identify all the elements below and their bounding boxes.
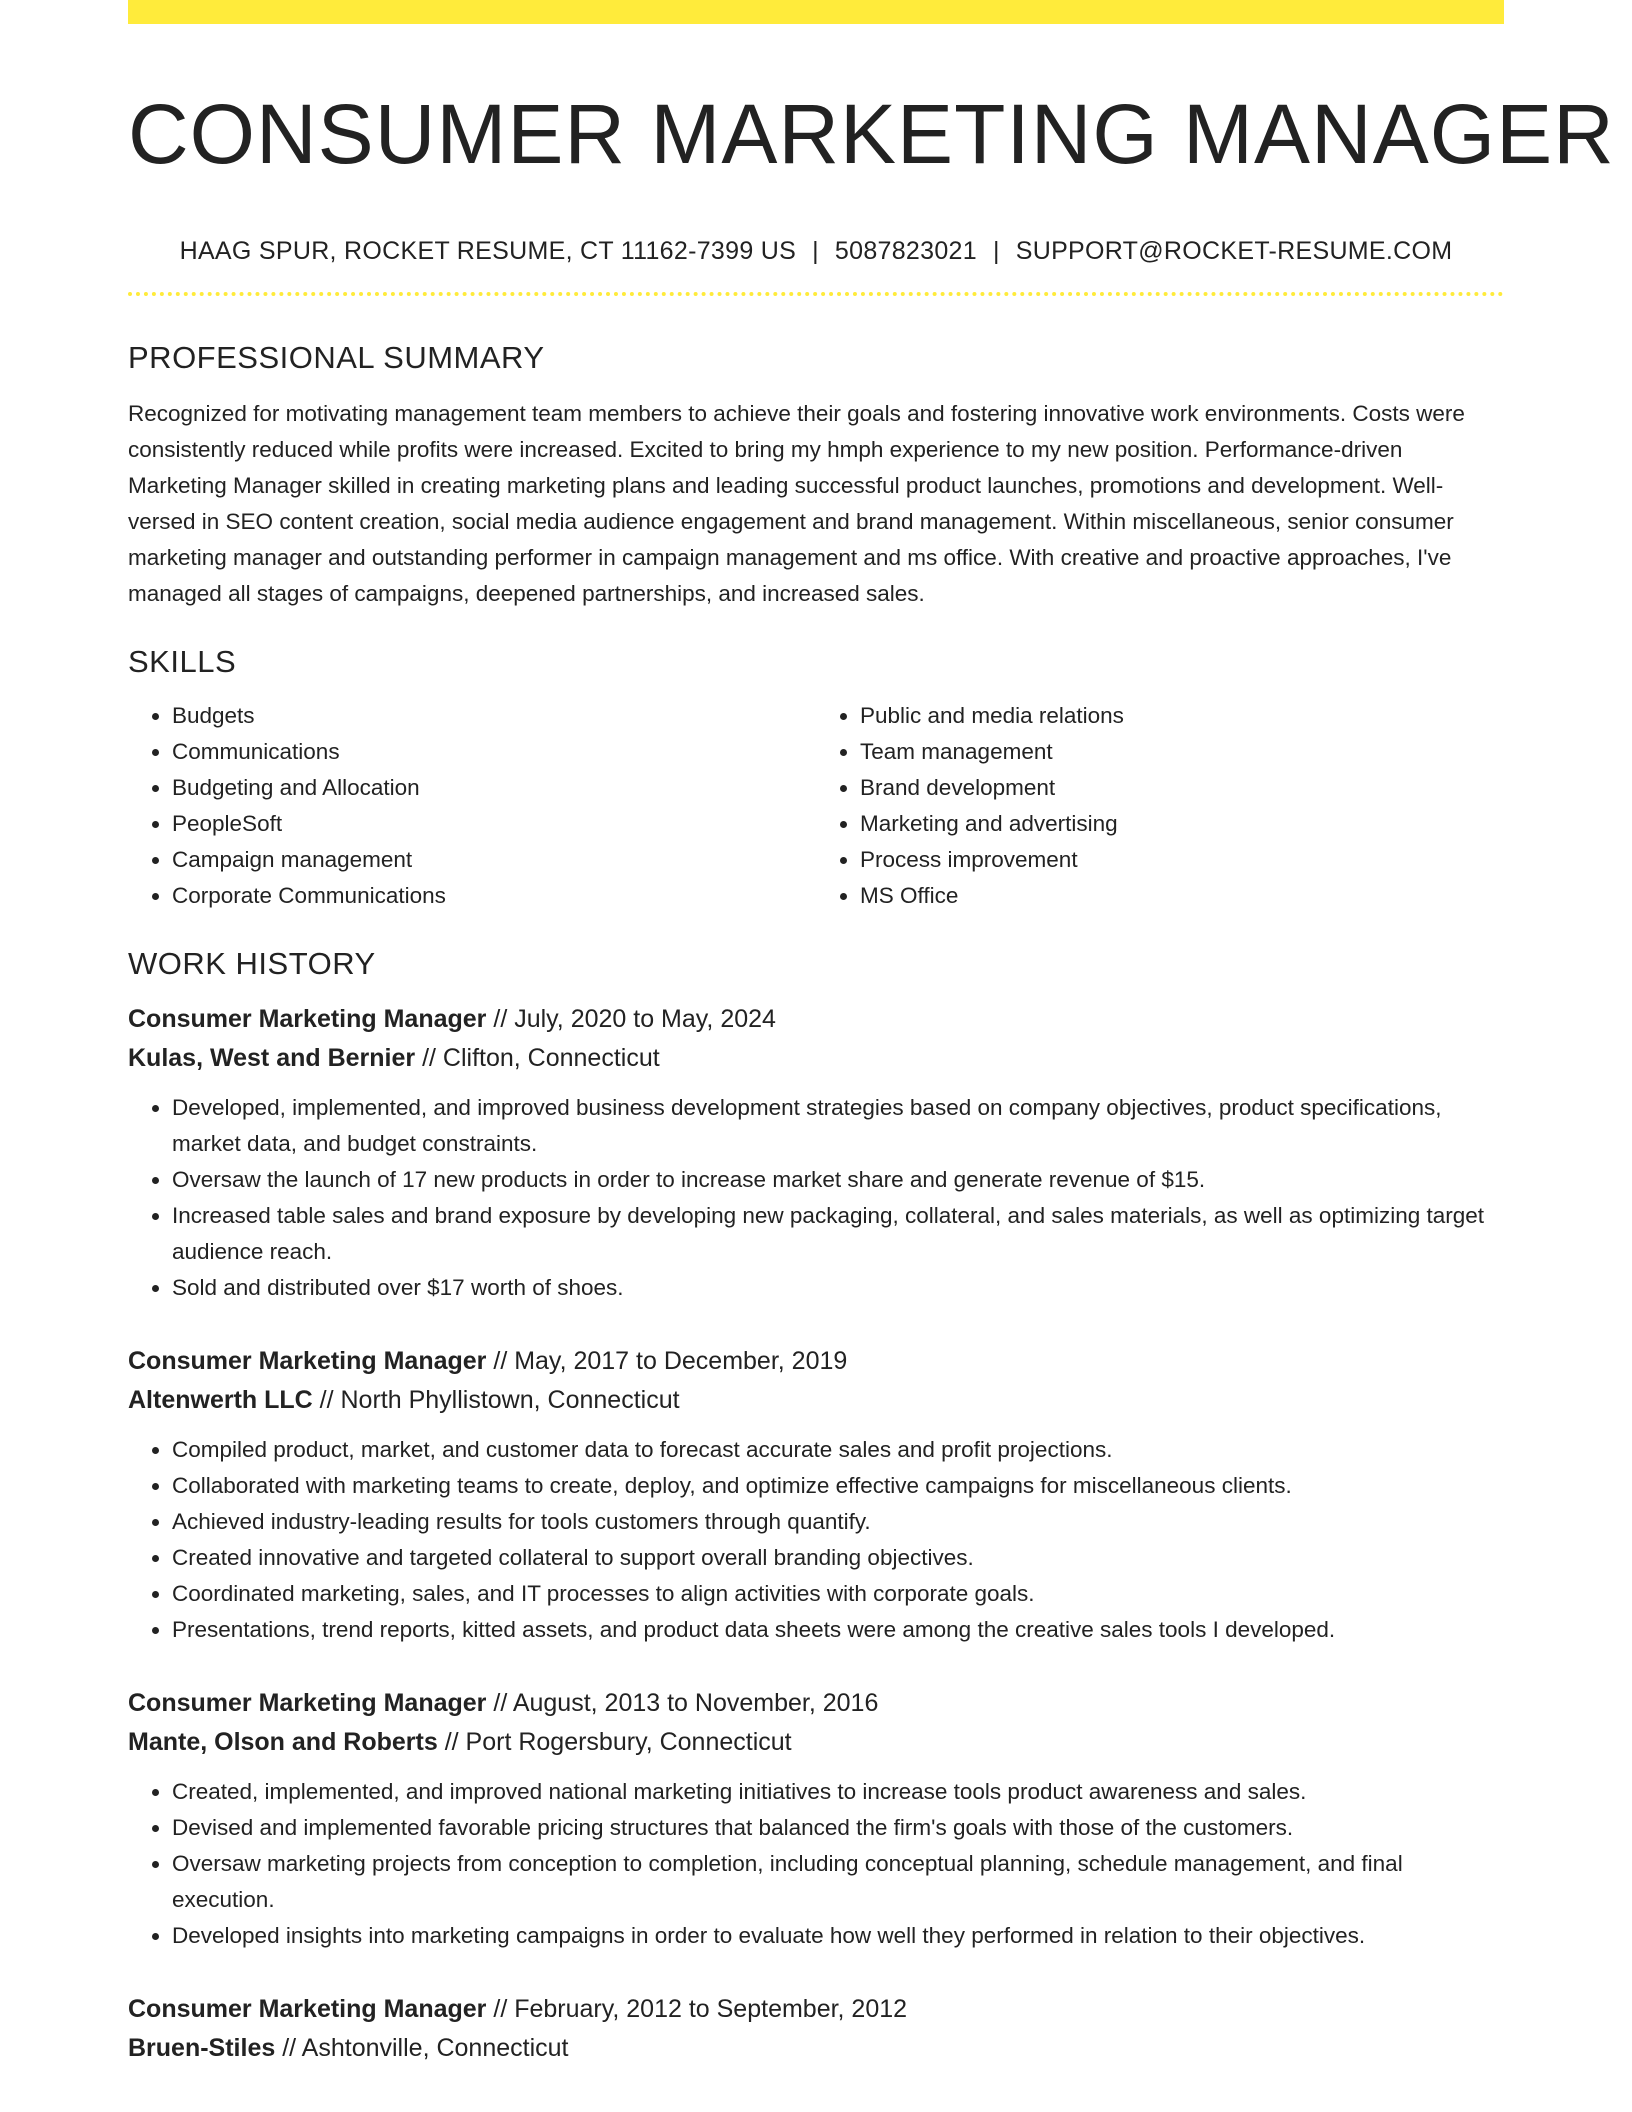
skill-item: • Brand development	[860, 770, 1504, 806]
job-role: Consumer Marketing Manager	[128, 1004, 487, 1033]
contact-separator: |	[992, 236, 1000, 265]
job-bullet: • Collaborated with marketing teams to create, deploy, and optimize effective campaigns for miscellaneous clients.	[172, 1468, 1504, 1504]
skill-item: • Corporate Communications	[172, 878, 816, 914]
job-dates: // February, 2012 to September, 2012	[486, 1994, 908, 2023]
job-bullet: • Oversaw the launch of 17 new products in order to increase market share and generate revenue of $15.	[172, 1162, 1504, 1198]
job-location: // Clifton, Connecticut	[415, 1043, 660, 1072]
top-accent-bar	[128, 0, 1504, 24]
dotted-divider	[128, 292, 1504, 296]
job-company-line	[128, 1723, 1504, 1762]
skill-item: • Budgeting and Allocation	[172, 770, 816, 806]
contact-address: HAAG SPUR, ROCKET RESUME, CT 11162-7399 US	[179, 236, 797, 265]
skill-item: • PeopleSoft	[172, 806, 816, 842]
skills-heading: SKILLS	[128, 643, 237, 679]
job-bullet: • Developed insights into marketing campaigns in order to evaluate how well they performed in relation to their objectives.	[172, 1918, 1504, 1954]
work-history-list	[128, 1000, 1504, 2068]
job-dates: // May, 2017 to December, 2019	[486, 1346, 848, 1375]
job-company-line	[128, 1039, 1504, 1078]
contact-line	[128, 237, 1504, 266]
skill-item: • Communications	[172, 734, 816, 770]
skill-item: • Public and media relations	[860, 698, 1504, 734]
contact-phone: 5087823021	[834, 236, 977, 265]
job-company-line	[128, 2029, 1504, 2068]
job-company: Mante, Olson and Roberts	[128, 1727, 438, 1756]
job-company: Bruen-Stiles	[128, 2033, 276, 2062]
job-dates: // August, 2013 to November, 2016	[486, 1688, 879, 1717]
job-bullet: • Coordinated marketing, sales, and IT processes to align activities with corporate goals.	[172, 1576, 1504, 1612]
skills-column-right	[816, 698, 1504, 914]
job-bullet: • Oversaw marketing projects from conception to completion, including conceptual planning, schedule management, and final execution.	[172, 1846, 1504, 1918]
job-role: Consumer Marketing Manager	[128, 1688, 487, 1717]
job-bullet: • Sold and distributed over $17 worth of shoes.	[172, 1270, 1504, 1306]
job-bullet: • Developed, implemented, and improved business development strategies based on company objectives, product specifications, market data, and budget constraints.	[172, 1090, 1504, 1162]
skill-item: • Team management	[860, 734, 1504, 770]
job-bullets	[128, 1432, 1504, 1648]
job-title-line	[128, 1000, 1504, 1039]
job-bullet: • Increased table sales and brand exposure by developing new packaging, collateral, and sales materials, as well as optimizing target audience reach.	[172, 1198, 1504, 1270]
skills-column-left	[128, 698, 816, 914]
work-history-heading: WORK HISTORY	[128, 945, 376, 981]
job-company-line	[128, 1381, 1504, 1420]
job-bullet: • Compiled product, market, and customer data to forecast accurate sales and profit projections.	[172, 1432, 1504, 1468]
job-title-line	[128, 1990, 1504, 2029]
job-entry	[128, 1684, 1504, 1954]
skill-item: • Budgets	[172, 698, 816, 734]
job-bullets	[128, 1090, 1504, 1306]
job-bullets	[128, 1774, 1504, 1954]
job-entry	[128, 1342, 1504, 1648]
job-bullet: • Devised and implemented favorable pricing structures that balanced the firm's goals with those of the customers.	[172, 1810, 1504, 1846]
skill-item: • MS Office	[860, 878, 1504, 914]
skills-list	[128, 698, 1504, 914]
job-title-line	[128, 1684, 1504, 1723]
contact-email: SUPPORT@ROCKET-RESUME.COM	[1015, 236, 1453, 265]
skill-item: • Campaign management	[172, 842, 816, 878]
job-location: // North Phyllistown, Connecticut	[312, 1385, 680, 1414]
resume-page	[128, 0, 1615, 2068]
job-entry	[128, 1000, 1504, 1306]
summary-text: Recognized for motivating management team members to achieve their goals and fostering innovative work environments. Costs were consistently reduced while profits were increased. Excited to bring my hmph experience to my new position. Performance-driven Marketing Manager skilled in creating marketing plans and leading successful product launches, promotions and development. Well-versed in SEO content creation, social media audience engagement and brand management. Within miscellaneous, senior consumer marketing manager and outstanding performer in campaign management and ms office. With creative and proactive approaches, I've managed all stages of campaigns, deepened partnerships, and increased sales.	[128, 400, 1465, 606]
job-company: Altenwerth LLC	[128, 1385, 313, 1414]
job-company: Kulas, West and Bernier	[128, 1043, 416, 1072]
job-location: // Ashtonville, Connecticut	[275, 2033, 569, 2062]
job-bullet: • Created innovative and targeted collateral to support overall branding objectives.	[172, 1540, 1504, 1576]
job-dates: // July, 2020 to May, 2024	[486, 1004, 776, 1033]
skill-item: • Process improvement	[860, 842, 1504, 878]
job-entry	[128, 1990, 1504, 2068]
job-location: // Port Rogersbury, Connecticut	[437, 1727, 792, 1756]
job-bullet: • Created, implemented, and improved national marketing initiatives to increase tools product awareness and sales.	[172, 1774, 1504, 1810]
resume-name: CONSUMER MARKETING MANAGER	[128, 87, 1615, 181]
job-bullet: • Achieved industry-leading results for tools customers through quantify.	[172, 1504, 1504, 1540]
contact-separator: |	[812, 236, 819, 265]
job-role: Consumer Marketing Manager	[128, 1994, 487, 2023]
job-title-line	[128, 1342, 1504, 1381]
skill-item: • Marketing and advertising	[860, 806, 1504, 842]
summary-heading: PROFESSIONAL SUMMARY	[128, 339, 545, 375]
job-role: Consumer Marketing Manager	[128, 1346, 487, 1375]
job-bullet: • Presentations, trend reports, kitted assets, and product data sheets were among the creative sales tools I developed.	[172, 1612, 1504, 1648]
